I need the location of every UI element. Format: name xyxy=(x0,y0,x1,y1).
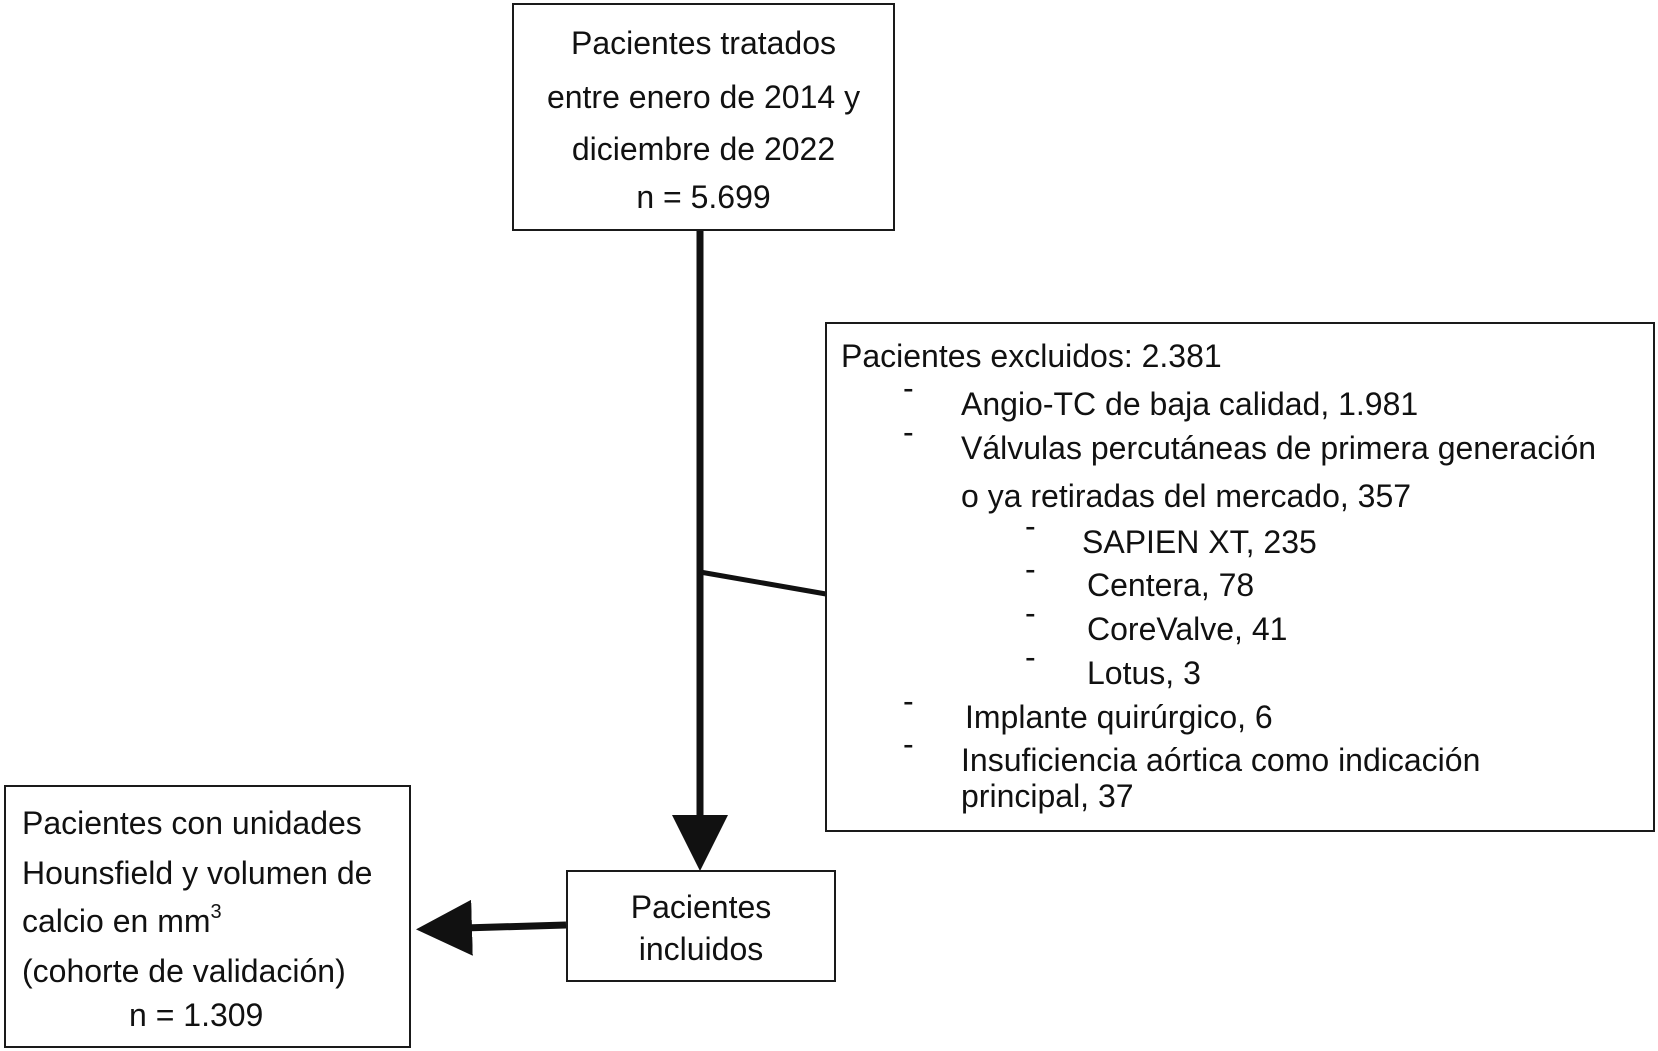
sub-bullet-dash: - xyxy=(1025,639,1036,675)
sub-bullet-dash: - xyxy=(1025,551,1036,587)
excluded-title: Pacientes excluidos: 2.381 xyxy=(841,338,1222,374)
total-line-3: diciembre de 2022 xyxy=(571,131,836,167)
included-patients-box xyxy=(566,870,836,982)
validation-line-3 xyxy=(22,901,222,939)
bullet-dash: - xyxy=(903,726,914,762)
included-line-1: Pacientes xyxy=(630,889,772,925)
sub-bullet-dash: - xyxy=(1025,508,1036,544)
bullet-dash: - xyxy=(903,683,914,719)
excluded-item-valves-continuation: o ya retiradas del mercado, 357 xyxy=(961,478,1412,514)
cubic-superscript: 3 xyxy=(210,901,222,923)
bullet-dash: - xyxy=(903,370,914,406)
sub-bullet-dash: - xyxy=(1025,595,1036,631)
excluded-item-valves: Válvulas percutáneas de primera generación xyxy=(961,430,1597,466)
total-count: n = 5.699 xyxy=(636,179,771,215)
validation-line-2: Hounsfield y volumen de xyxy=(22,855,373,891)
excluded-item-aortic: Insuficiencia aórtica como indicación xyxy=(961,742,1481,778)
subitem-lotus: Lotus, 3 xyxy=(1087,655,1201,691)
validation-count: n = 1.309 xyxy=(129,997,264,1033)
excluded-item-aortic-continuation: principal, 37 xyxy=(961,778,1134,814)
subitem-sapien-xt: SAPIEN XT, 235 xyxy=(1082,524,1317,560)
excluded-item-surgical: Implante quirúrgico, 6 xyxy=(965,699,1273,735)
validation-line-4: (cohorte de validación) xyxy=(22,953,346,989)
validation-line-3-text: calcio en mm xyxy=(22,903,211,939)
validation-line-1: Pacientes con unidades xyxy=(22,805,362,841)
subitem-centera: Centera, 78 xyxy=(1087,567,1255,603)
included-line-2: incluidos xyxy=(638,931,764,967)
exclusion-branch-line xyxy=(700,572,826,594)
validation-arrow xyxy=(430,925,566,929)
bullet-dash: - xyxy=(903,414,914,450)
excluded-patients-box xyxy=(825,322,1655,832)
total-line-1: Pacientes tratados xyxy=(570,25,837,61)
total-line-2: entre enero de 2014 y xyxy=(546,79,861,115)
validation-cohort-box xyxy=(4,785,411,1048)
subitem-corevalve: CoreValve, 41 xyxy=(1087,611,1288,647)
excluded-item-angio-tc: Angio-TC de baja calidad, 1.981 xyxy=(961,386,1419,422)
total-patients-box xyxy=(512,3,895,231)
